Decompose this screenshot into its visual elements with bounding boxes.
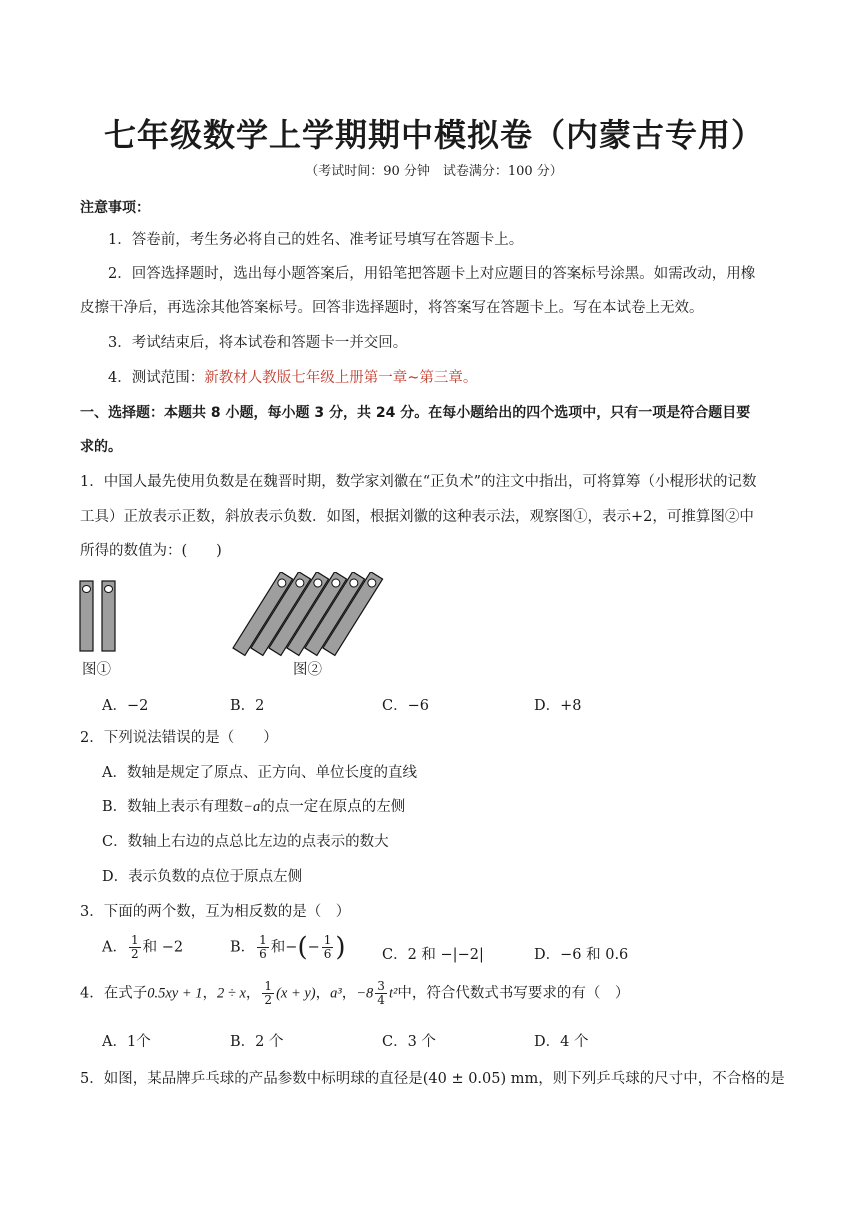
q3-stem: 3．下面的两个数，互为相反数的是（ ） bbox=[80, 904, 351, 920]
upright-rod-1 bbox=[80, 581, 93, 651]
figure-1-counting-rods bbox=[70, 575, 160, 657]
q3-b-label: B． bbox=[230, 939, 256, 956]
q4-expr-4: a³ bbox=[330, 985, 342, 1002]
section-heading: 一、选择题：本题共 8 小题，每小题 3 分，共 24 分。在每小题给出的四个选项中，只有一项是符合题目要 bbox=[80, 405, 751, 421]
q4-prefix: 4．在式子 bbox=[80, 985, 148, 1002]
q1-option-d: D．+8 bbox=[534, 698, 582, 714]
q3-a-rest: 和 −2 bbox=[142, 939, 184, 956]
notice-item-1: 1．答卷前，考生务必将自己的姓名、准考证号填写在答题卡上。 bbox=[108, 232, 524, 248]
q5-diameter-value: (40 ± 0.05) mm bbox=[422, 1071, 539, 1087]
q4-option-d: D．4 个 bbox=[534, 1034, 589, 1050]
notice-item-2: 2．回答选择题时，选出每小题答案后，用铅笔把答题卡上对应题目的答案标号涂黑。如需改动，用橡 bbox=[108, 266, 756, 282]
q1-line-3: 所得的数值为：( ) bbox=[80, 543, 222, 559]
q4-expr-5-pre: −8 bbox=[356, 985, 374, 1002]
denominator: 6 bbox=[259, 947, 267, 961]
numerator: 1 bbox=[130, 933, 139, 947]
q2-b-text-2: 的点一定在原点的左侧 bbox=[260, 799, 406, 815]
numerator: 1 bbox=[259, 933, 267, 947]
notice-item-3: 3．考试结束后，将本试卷和答题卡一并交回。 bbox=[108, 335, 408, 351]
q1-line-1: 1．中国人最先使用负数是在魏晋时期，数学家刘徽在“正负术”的注文中指出，可将算筹（小棍形状的记数 bbox=[80, 474, 757, 490]
q1-line-2: 工具）正放表示正数，斜放表示负数．如图，根据刘徽的这种表示法，观察图①，表示+2，可推算图②中 bbox=[80, 509, 754, 525]
q2-option-d: D．表示负数的点位于原点左侧 bbox=[102, 869, 303, 885]
denominator: 2 bbox=[264, 993, 273, 1007]
scope-label: 4．测试范围： bbox=[108, 370, 205, 386]
q3-b-fraction bbox=[257, 934, 269, 961]
exam-info: （考试时间：90 分钟 试卷满分：100 分） bbox=[305, 164, 563, 179]
q5-suffix: ，则下列乒乓球的尺寸中，不合格的是 bbox=[538, 1071, 785, 1087]
q4-expr-3-fraction bbox=[262, 980, 274, 1007]
q3-option-b bbox=[230, 934, 346, 961]
q4-expr-1: 0.5xy + 1 bbox=[147, 985, 203, 1002]
figure-2-label: 图② bbox=[293, 662, 322, 678]
q2-stem: 2．下列说法错误的是（ ） bbox=[80, 730, 278, 746]
q1-option-a: A．−2 bbox=[102, 698, 149, 714]
figure-1-label: 图① bbox=[82, 662, 111, 678]
notice-heading: 注意事项： bbox=[80, 200, 150, 216]
q4-expr-5-rest: t² bbox=[388, 985, 398, 1002]
upright-rod-2 bbox=[102, 581, 115, 651]
q2-option-b bbox=[102, 797, 405, 817]
q5-stem bbox=[80, 1069, 785, 1089]
denominator: 2 bbox=[130, 947, 139, 961]
q2-option-a: A．数轴是规定了原点、正方向、单位长度的直线 bbox=[102, 765, 417, 781]
figure-2-counting-rods bbox=[228, 572, 413, 662]
q2-b-math: −a bbox=[243, 799, 261, 815]
notice-item-4 bbox=[108, 368, 477, 388]
q3-b-neg: − bbox=[285, 939, 298, 956]
q3-a-fraction bbox=[129, 934, 141, 961]
q5-prefix: 5．如图，某品牌乒乓球的产品参数中标明球的直径是 bbox=[80, 1071, 423, 1087]
q3-b-mid: 和 bbox=[270, 939, 286, 956]
q4-expr-5-fraction bbox=[375, 980, 387, 1007]
scope-value: 新教材人教版七年级上册第一章~第三章。 bbox=[204, 370, 478, 386]
right-paren: ) bbox=[335, 932, 346, 963]
denominator: 4 bbox=[377, 993, 385, 1007]
numerator: 1 bbox=[264, 979, 273, 993]
q4-option-b: B．2 个 bbox=[230, 1034, 284, 1050]
left-paren: ( bbox=[297, 932, 308, 963]
q1-option-c: C．−6 bbox=[382, 698, 429, 714]
q2-b-text-1: B．数轴上表示有理数 bbox=[102, 799, 244, 815]
q2-option-c: C．数轴上右边的点总比左边的点表示的数大 bbox=[102, 834, 389, 850]
numerator: 1 bbox=[323, 933, 332, 947]
q4-expr-3-rest: (x + y) bbox=[276, 985, 316, 1002]
numerator: 3 bbox=[377, 979, 385, 993]
q4-expr-2: 2 ÷ x bbox=[217, 985, 246, 1002]
notice-item-2-cont: 皮擦干净后，再选涂其他答案标号。回答非选择题时，将答案写在答题卡上。写在本试卷上无效。 bbox=[80, 300, 704, 316]
q3-option-d: D．−6 和 0.6 bbox=[534, 947, 629, 963]
q4-option-a: A．1个 bbox=[102, 1034, 151, 1050]
q3-a-label: A． bbox=[102, 939, 127, 956]
q3-b-inner-fraction bbox=[322, 934, 334, 961]
q3-option-c: C．2 和 −|−2| bbox=[382, 947, 484, 963]
q4-suffix: 中，符合代数式书写要求的有（ ） bbox=[397, 985, 630, 1002]
q1-option-b: B．2 bbox=[230, 698, 265, 714]
section-heading-cont: 求的。 bbox=[80, 439, 122, 455]
q3-option-a bbox=[102, 934, 183, 961]
q4-option-c: C．3 个 bbox=[382, 1034, 436, 1050]
page-title: 七年级数学上学期期中模拟卷（内蒙古专用） bbox=[103, 116, 764, 154]
denominator: 6 bbox=[323, 947, 332, 961]
q4-stem: 4．在式子0.5xy + 1，2 ÷ x， $\frac{1}{2}$ (x + y)，a³，−8 $\frac{3}{4}$ t²中，符合代数式书写要求的有（ ） bbox=[80, 979, 630, 1007]
q3-b-inner-neg: − bbox=[307, 939, 320, 956]
